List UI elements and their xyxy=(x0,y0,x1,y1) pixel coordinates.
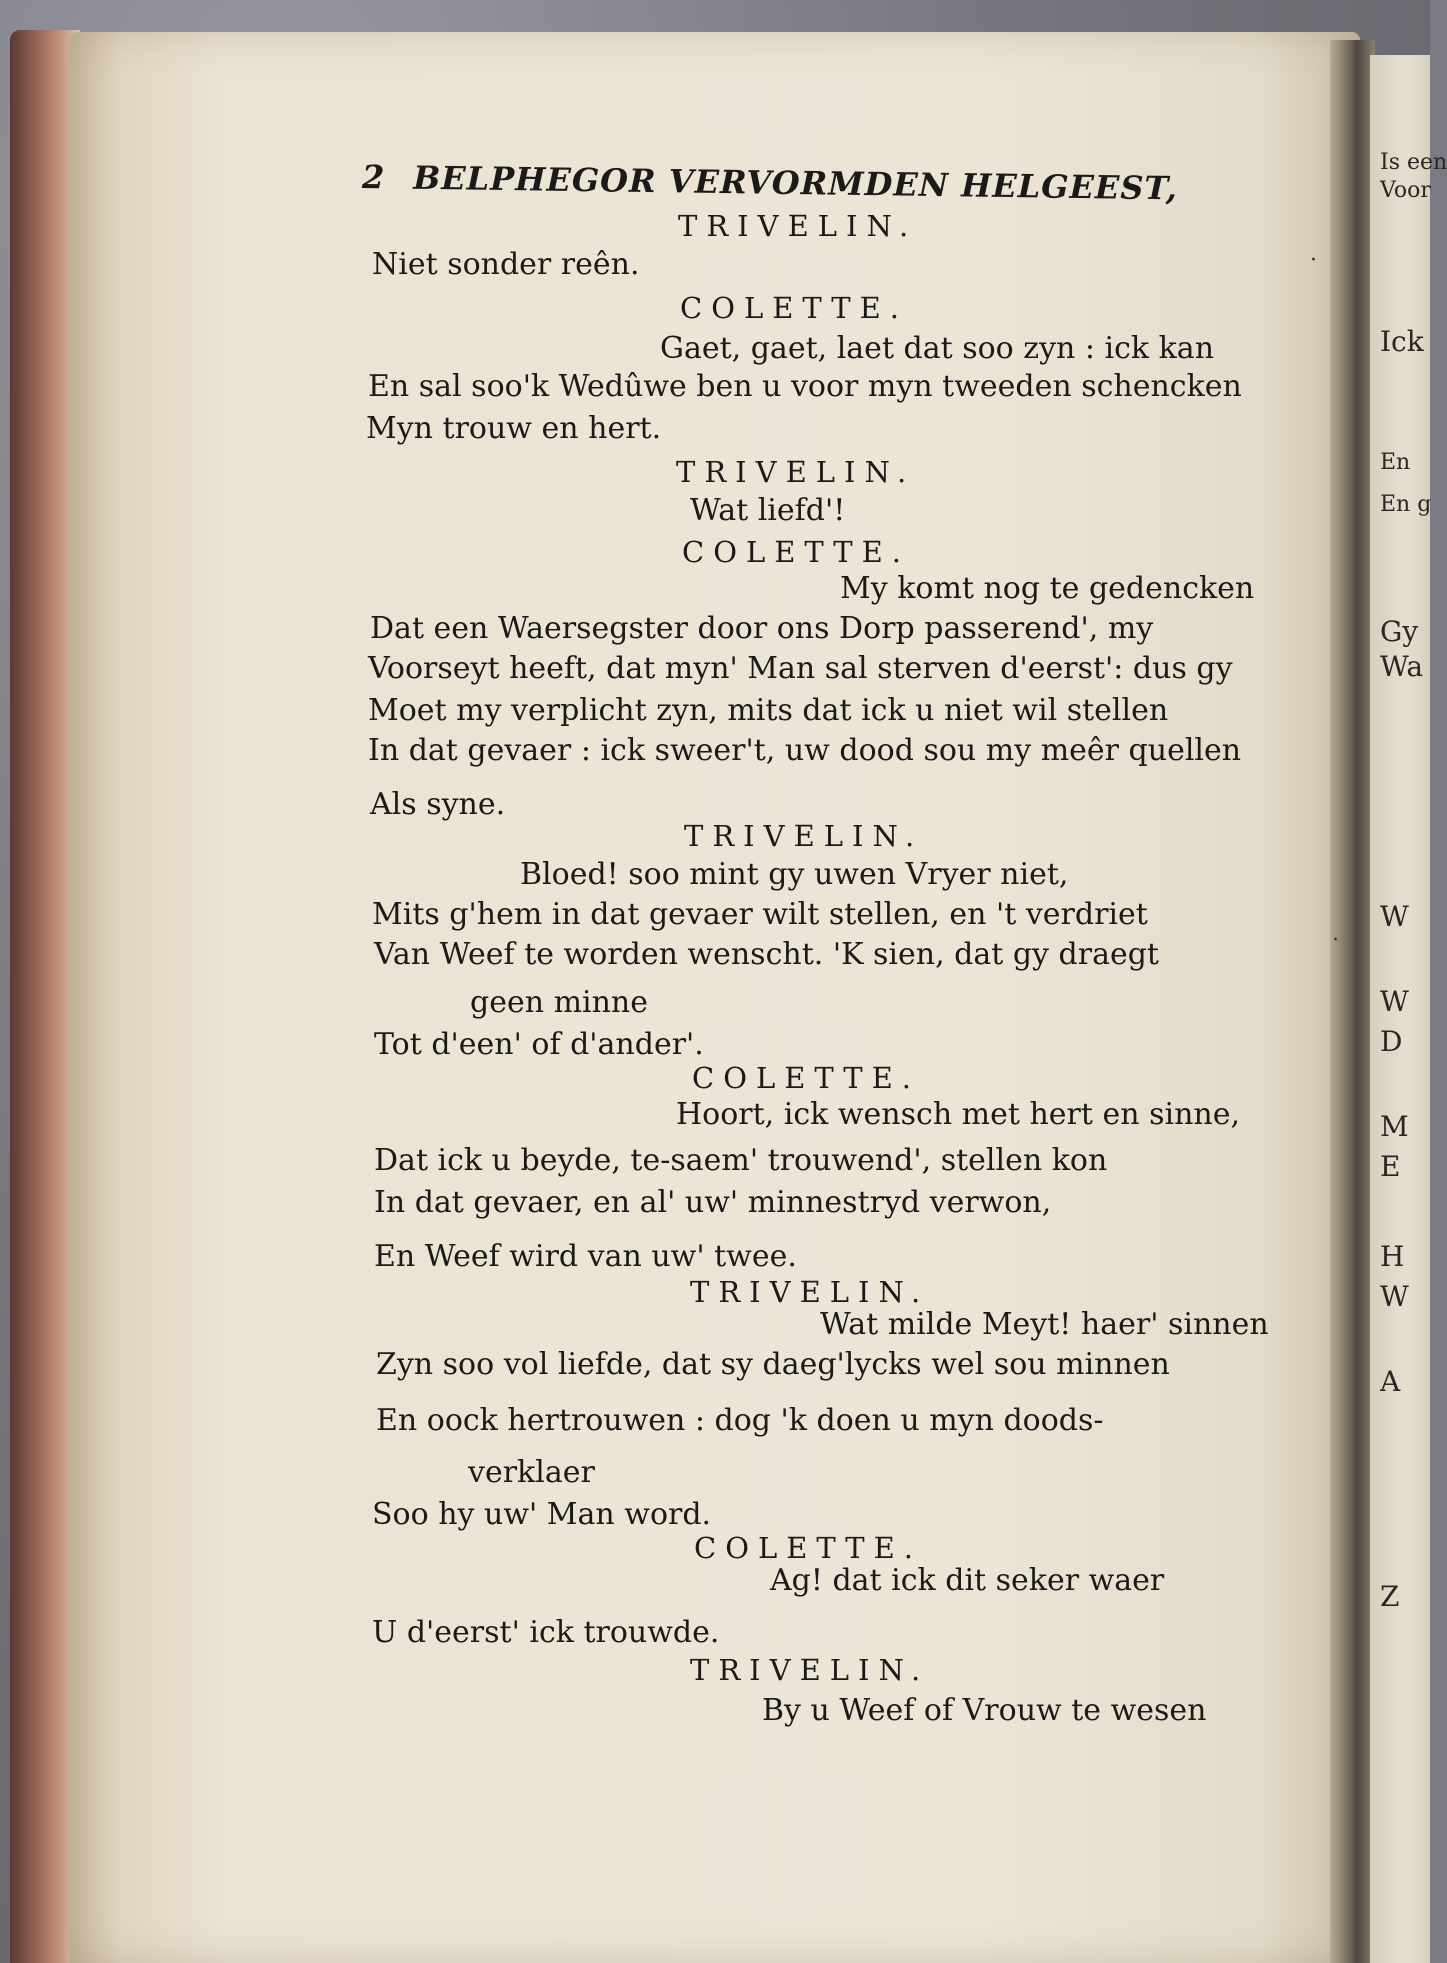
verse-line: Myn trouw en hert. xyxy=(366,411,662,446)
speaker-name: TRIVELIN. xyxy=(684,819,924,853)
verse-line: Ag! dat ick dit seker waer xyxy=(770,1563,1165,1598)
speaker-name: COLETTE. xyxy=(680,291,909,325)
verse-line: Dat een Waersegster door ons Dorp passerend', my xyxy=(370,611,1154,646)
verse-line: Moet my verplicht zyn, mits dat ick u niet wil stellen xyxy=(368,693,1169,728)
verse-line: Zyn soo vol liefde, dat sy daeg'lycks wel sou minnen xyxy=(376,1347,1170,1382)
facing-fragment: Gy xyxy=(1380,615,1419,648)
facing-fragment: Wa xyxy=(1380,650,1424,683)
facing-fragment: En g xyxy=(1380,492,1432,517)
speaker-name: COLETTE. xyxy=(692,1061,921,1095)
verse-line: Wat liefd'! xyxy=(690,493,846,528)
verse-line: Dat ick u beyde, te-saem' trouwend', stellen kon xyxy=(374,1143,1108,1178)
verse-line: Wat milde Meyt! haer' sinnen xyxy=(820,1307,1269,1342)
verse-line: Hoort, ick wensch met hert en sinne, xyxy=(676,1097,1241,1132)
verse-line: Voorseyt heeft, dat myn' Man sal sterven d'eerst': dus gy xyxy=(368,651,1233,686)
verse-line: En sal soo'k Wedûwe ben u voor myn tweeden schencken xyxy=(368,369,1242,404)
verse-line: In dat gevaer, en al' uw' minnestryd verwon, xyxy=(374,1185,1052,1220)
verse-line: My komt nog te gedencken xyxy=(840,571,1255,606)
verse-line: Als syne. xyxy=(370,787,506,822)
verse-line: Tot d'een' of d'ander'. xyxy=(374,1027,704,1062)
facing-fragment: En xyxy=(1380,450,1411,475)
verse-line: Van Weef te worden wenscht. 'K sien, dat gy draegt xyxy=(374,937,1159,972)
speaker-name: TRIVELIN. xyxy=(678,209,918,243)
paper-speck: · xyxy=(1332,928,1339,953)
speaker-name: TRIVELIN. xyxy=(690,1653,930,1687)
running-title: BELPHEGOR VERVORMDEN HELGEEST, xyxy=(412,158,1179,208)
verse-line: Bloed! soo mint gy uwen Vryer niet, xyxy=(520,857,1069,892)
verse-line: Mits g'hem in dat gevaer wilt stellen, en 't verdriet xyxy=(372,897,1148,932)
facing-fragment: M xyxy=(1380,1110,1409,1143)
facing-fragment: Voor xyxy=(1380,178,1431,203)
verse-line: Niet sonder reên. xyxy=(372,247,640,282)
facing-fragment: A xyxy=(1380,1365,1401,1398)
verse-line: Gaet, gaet, laet dat soo zyn : ick kan xyxy=(660,331,1215,366)
verse-line: verklaer xyxy=(468,1455,595,1490)
speaker-name: COLETTE. xyxy=(682,535,911,569)
verse-line: En Weef wird van uw' twee. xyxy=(374,1239,797,1274)
paper-speck: · xyxy=(1310,248,1317,273)
facing-fragment: Z xyxy=(1380,1580,1400,1613)
speaker-name: COLETTE. xyxy=(694,1531,923,1565)
verse-line: En oock hertrouwen : dog 'k doen u myn doods- xyxy=(376,1403,1104,1438)
speaker-name: TRIVELIN. xyxy=(690,1275,930,1309)
facing-fragment: W xyxy=(1380,985,1409,1018)
verse-line: Soo hy uw' Man word. xyxy=(372,1497,712,1532)
facing-fragment: Ick xyxy=(1380,325,1424,358)
speaker-name: TRIVELIN. xyxy=(676,455,916,489)
facing-fragment: E xyxy=(1380,1150,1401,1183)
verse-line: geen minne xyxy=(470,985,649,1020)
facing-fragment: H xyxy=(1380,1240,1405,1273)
facing-fragment: D xyxy=(1380,1025,1403,1058)
facing-fragment: W xyxy=(1380,1280,1409,1313)
page-number: 2 xyxy=(361,158,386,197)
verse-line: In dat gevaer : ick sweer't, uw dood sou my meêr quellen xyxy=(368,733,1242,768)
facing-fragment: Is een xyxy=(1380,150,1447,175)
facing-fragment: W xyxy=(1380,900,1409,933)
verse-line: By u Weef of Vrouw te wesen xyxy=(762,1693,1207,1728)
book-gutter xyxy=(1330,40,1375,1963)
verse-line: U d'eerst' ick trouwde. xyxy=(372,1615,720,1650)
